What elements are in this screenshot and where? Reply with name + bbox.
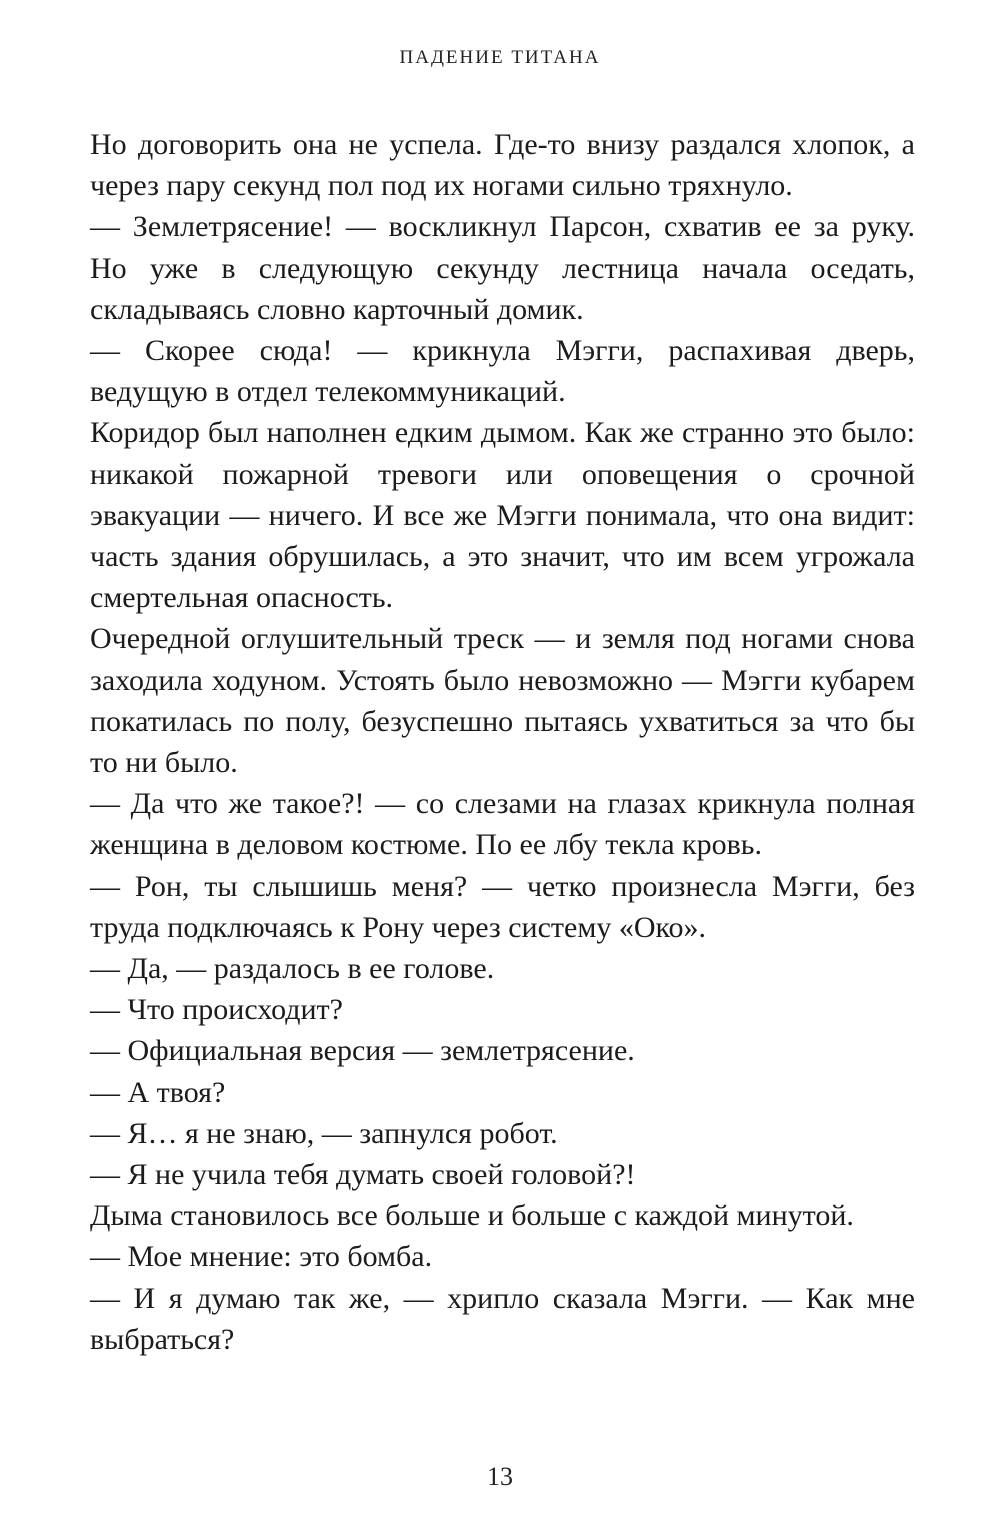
paragraph: — Что происходит? — [90, 993, 343, 1027]
paragraph: — Я не учила тебя думать своей головой?! — [90, 1158, 636, 1192]
paragraph: — Землетрясение! — воскликнул Парсон, схватив ее за руку. Но уже в следующую секунду лестница начала оседать, складываясь словно карточный домик. — [90, 210, 915, 326]
page-number: 13 — [487, 1462, 513, 1491]
page-body — [90, 124, 915, 1360]
paragraph: — Рон, ты слышишь меня? — четко произнесла Мэгги, без труда подключаясь к Рону через систему «Око». — [90, 869, 915, 944]
paragraph: — А твоя? — [90, 1075, 226, 1109]
paragraph: — Да что же такое?! — со слезами на глазах крикнула полная женщина в деловом костюме. По ее лбу текла кровь. — [90, 787, 915, 862]
paragraph: Но договорить она не успела. Где-то внизу раздался хлопок, а через пару секунд пол под их ногами сильно тряхнуло. — [90, 128, 915, 203]
running-title: ПАДЕНИЕ ТИТАНА — [399, 47, 601, 68]
paragraph: — Мое мнение: это бомба. — [90, 1240, 433, 1274]
paragraph: — Я… я не знаю, — запнулся робот. — [90, 1116, 558, 1150]
paragraph: — И я думаю так же, — хрипло сказала Мэгги. — Как мне выбраться? — [90, 1281, 915, 1356]
paragraph: — Скорее сюда! — крикнула Мэгги, распахивая дверь, ведущую в отдел телекоммуникаций. — [90, 334, 915, 409]
paragraph: Коридор был наполнен едким дымом. Как же странно это было: никакой пожарной тревоги или оповещения о срочной эвакуации — ничего. И все же Мэгги понимала, что она видит: часть здания обрушилась, а это значит, что им всем угрожала смертельная опасность. — [90, 416, 915, 615]
paragraph: Дыма становилось все больше и больше с каждой минутой. — [90, 1199, 854, 1233]
paragraph: — Да, — раздалось в ее голове. — [90, 952, 495, 986]
paragraph: Очередной оглушительный треск — и земля под ногами снова заходила ходуном. Устоять было невозможно — Мэгги кубарем покатилась по полу, безуспешно пытаясь ухватиться за что бы то ни было. — [90, 622, 915, 780]
paragraph: — Официальная версия — землетрясение. — [90, 1034, 635, 1068]
